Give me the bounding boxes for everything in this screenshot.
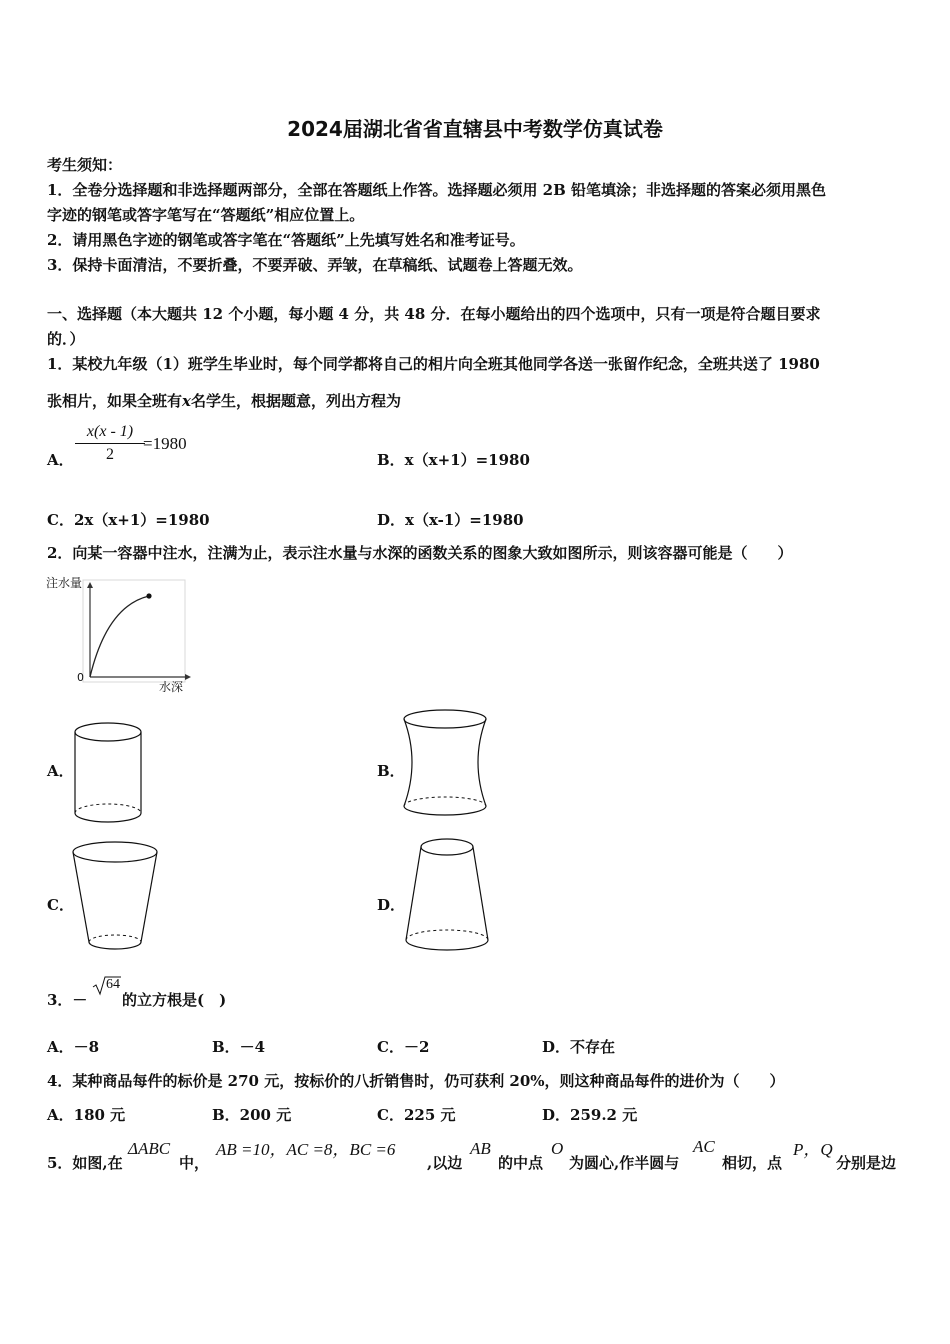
q5-ac: AC — [693, 1137, 715, 1156]
notice-line-2: 2．请用黑色字迹的钢笔或答字笔在“答题纸”上先填写姓名和准考证号。 — [47, 231, 525, 249]
q2-option-d: D． — [377, 896, 406, 914]
q2-graph-curve — [90, 596, 149, 677]
q4-option-c: C．225 元 — [377, 1106, 456, 1124]
notice-line-3: 3．保持卡面清洁，不要折叠，不要弄破、弄皱，在草稿纸、试题卷上答题无效。 — [47, 256, 583, 274]
q1-option-a-rhs: =1980 — [143, 434, 187, 453]
q5-part-2: 中， — [179, 1154, 210, 1172]
q1-option-a-denominator: 2 — [106, 446, 114, 463]
q2-container-a — [70, 716, 150, 822]
q5-part-7: 分别是边 — [836, 1154, 897, 1172]
q2-graph-x-label: 水深 — [159, 680, 184, 694]
q5-part-3: ,以边 — [427, 1154, 463, 1172]
q5-part-4: 的中点 — [498, 1154, 544, 1172]
q3-radicand: 64 — [106, 977, 120, 992]
q5-part-6: 相切，点 — [722, 1154, 783, 1172]
q2-container-b — [400, 704, 495, 816]
q5-triangle: ΔABC — [128, 1139, 171, 1158]
q1-variable: x — [182, 392, 191, 410]
q2-graph-frame — [83, 580, 185, 682]
notice-heading: 考生须知： — [47, 156, 123, 174]
notice-line-1b: 字迹的钢笔或答字笔写在“答题纸”相应位置上。 — [47, 206, 365, 224]
q3-suffix: 的立方根是( ) — [122, 991, 227, 1009]
q1-option-a-numerator: x(x - 1) — [75, 423, 145, 444]
q5-part-1: 5．如图,在 — [47, 1154, 123, 1172]
q1-option-d: D．x（x-1）=1980 — [377, 511, 524, 529]
q3-option-d: D．不存在 — [542, 1038, 616, 1056]
q4-option-a: A．180 元 — [47, 1106, 126, 1124]
q1-option-a-fraction — [75, 423, 145, 464]
q5-conditions: AB =10，AC =8，BC =6 — [216, 1140, 396, 1159]
q1-line-2: 张相片，如果全班有x名学生，根据题意，列出方程为 — [47, 392, 401, 410]
q1-option-c: C．2x（x+1）=1980 — [47, 511, 210, 529]
q2-container-c — [70, 838, 165, 956]
page-title: 2024届湖北省省直辖县中考数学仿真试卷 — [287, 117, 663, 141]
q2-container-d — [400, 834, 500, 956]
q5-part-5: 为圆心,作半圆与 — [569, 1154, 680, 1172]
q4-option-d: D．259.2 元 — [542, 1106, 638, 1124]
q3-option-b: B．－4 — [212, 1038, 266, 1056]
q5-ab: AB — [470, 1139, 491, 1158]
q4-text: 4．某种商品每件的标价是 270 元，按标价的八折销售时，仍可获利 20%，则这种商品每件的进价为（ ） — [47, 1072, 785, 1090]
q5-pq: P，Q — [793, 1140, 833, 1159]
q3-prefix: 3．－ — [47, 991, 88, 1009]
q2-graph-origin: 0 — [77, 671, 84, 684]
q2-option-c: C． — [47, 896, 74, 914]
q2-graph — [45, 574, 195, 694]
q3-option-c: C．－2 — [377, 1038, 430, 1056]
notice-line-1: 1．全卷分选择题和非选择题两部分，全部在答题纸上作答。选择题必须用 2B 铅笔填涂；非选择题的答案必须用黑色 — [47, 181, 827, 199]
q3-option-a: A．－8 — [47, 1038, 100, 1056]
q2-text: 2．向某一容器中注水，注满为止，表示注水量与水深的函数关系的图象大致如图所示，则该容器可能是（ ） — [47, 544, 793, 562]
q5-o: O — [551, 1139, 564, 1158]
q1-option-b: B．x（x+1）=1980 — [377, 451, 530, 469]
q2-option-a: A． — [47, 762, 74, 780]
q2-graph-endpoint — [146, 593, 151, 598]
section1-line-1: 一、选择题（本大题共 12 个小题，每小题 4 分，共 48 分．在每小题给出的四个选项中，只有一项是符合题目要求 — [47, 305, 821, 323]
q2-option-b: B． — [377, 762, 405, 780]
section1-line-2: 的．） — [47, 330, 85, 348]
q1-option-a-label: A． — [47, 451, 74, 469]
q4-option-b: B．200 元 — [212, 1106, 292, 1124]
q2-graph-y-label: 注水量 — [46, 576, 83, 590]
q1-line-1: 1．某校九年级（1）班学生毕业时，每个同学都将自己的相片向全班其他同学各送一张留作纪念，全班共送了 1980 — [47, 355, 820, 373]
